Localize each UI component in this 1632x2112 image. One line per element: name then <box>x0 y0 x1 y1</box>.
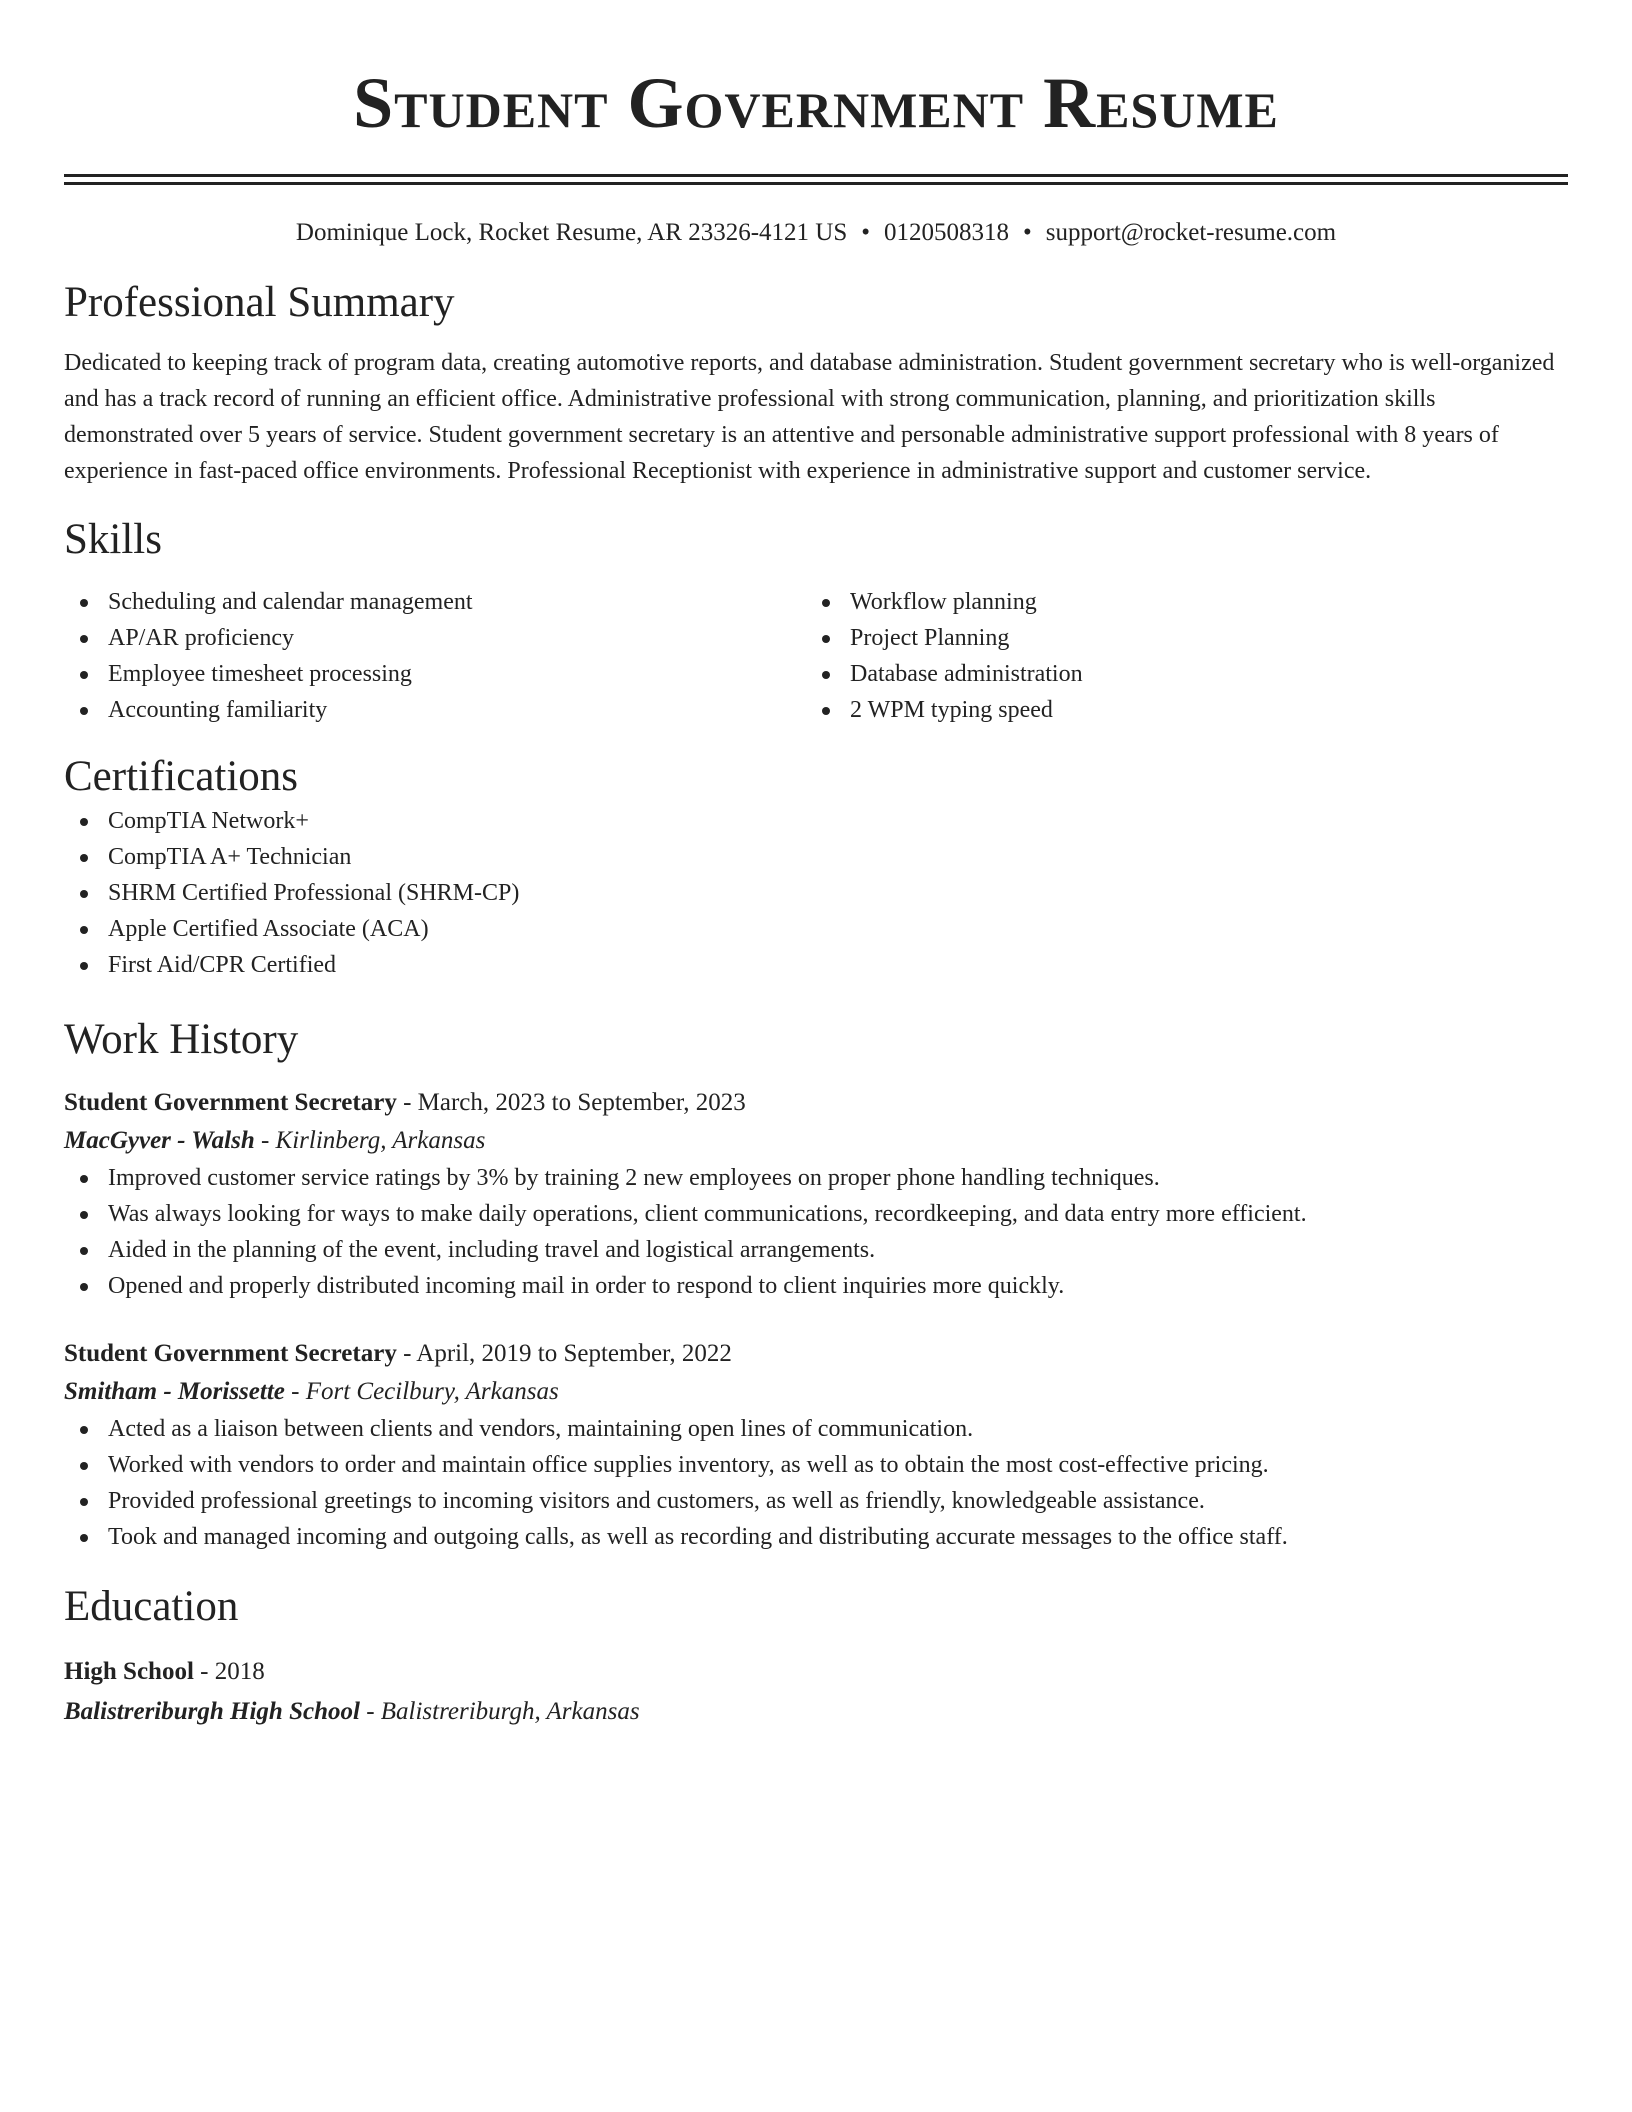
summary-heading: Professional Summary <box>64 279 455 326</box>
job-header <box>64 1335 1568 1373</box>
job-employer <box>64 1373 1568 1411</box>
contact-separator: • <box>1023 219 1032 246</box>
skills-heading: Skills <box>64 516 162 563</box>
education-degree-line <box>64 1653 1568 1691</box>
skills-column-left <box>64 584 806 728</box>
skill-item: Database administration <box>806 656 1548 692</box>
job-duty-item: Improved customer service ratings by 3% by training 2 new employees on proper phone handling techniques. <box>64 1160 1568 1196</box>
job-title: Student Government Secretary <box>64 1340 397 1367</box>
certifications-list <box>64 803 1568 983</box>
skill-item: 2 WPM typing speed <box>806 692 1548 728</box>
work-history-section <box>64 1014 1568 1555</box>
job-duties-list <box>64 1411 1568 1555</box>
skill-item: Employee timesheet processing <box>64 656 806 692</box>
certification-item: CompTIA Network+ <box>64 803 1568 839</box>
summary-text: Dedicated to keeping track of program data, creating automotive reports, and database administration. Student government secretary who is well-organized and has a track record of running an efficient office. Administrative professional with strong communication, planning, and prioritization skills demonstrated over 5 years of service. Student government secretary is an attentive and personable administrative support professional with 8 years of experience in fast-paced office environments. Professional Receptionist with experience in administrative support and customer service. <box>64 350 1555 484</box>
work-history-heading: Work History <box>64 1016 299 1063</box>
skill-item: Scheduling and calendar management <box>64 584 806 620</box>
education-school-line <box>64 1693 1568 1731</box>
job-entry <box>64 1084 1568 1304</box>
education-school: Balistreriburgh High School <box>64 1698 360 1725</box>
skill-item: Accounting familiarity <box>64 692 806 728</box>
resume-title: Student Government Resume <box>353 63 1279 143</box>
education-location: - Balistreriburgh, Arkansas <box>359 1698 640 1725</box>
education-year: - 2018 <box>193 1658 265 1685</box>
contact-phone: 0120508318 <box>884 219 1010 246</box>
job-duty-item: Was always looking for ways to make daily operations, client communications, recordkeeping, and data entry more efficient. <box>64 1196 1568 1232</box>
contact-address: Dominique Lock, Rocket Resume, AR 23326-4121 US <box>295 219 848 246</box>
certifications-heading: Certifications <box>64 753 299 800</box>
job-duty-item: Acted as a liaison between clients and vendors, maintaining open lines of communication. <box>64 1411 1568 1447</box>
certification-item: Apple Certified Associate (ACA) <box>64 911 1568 947</box>
job-company: MacGyver - Walsh <box>64 1127 255 1154</box>
job-employer <box>64 1122 1568 1160</box>
job-dates: - March, 2023 to September, 2023 <box>396 1089 746 1116</box>
job-duty-item: Worked with vendors to order and maintain office supplies inventory, as well as to obtain the most cost-effective pricing. <box>64 1447 1568 1483</box>
job-header <box>64 1084 1568 1122</box>
education-heading: Education <box>64 1583 239 1630</box>
skill-item: AP/AR proficiency <box>64 620 806 656</box>
contact-line <box>64 216 1568 250</box>
certification-item: First Aid/CPR Certified <box>64 947 1568 983</box>
job-company: Smitham - Morissette <box>64 1378 285 1405</box>
skills-grid <box>64 584 1568 728</box>
job-duty-item: Opened and properly distributed incoming mail in order to respond to client inquiries more quickly. <box>64 1268 1568 1304</box>
job-duty-item: Took and managed incoming and outgoing calls, as well as recording and distributing accurate messages to the office staff. <box>64 1519 1568 1555</box>
certification-item: SHRM Certified Professional (SHRM-CP) <box>64 875 1568 911</box>
skill-item: Workflow planning <box>806 584 1548 620</box>
job-duty-item: Aided in the planning of the event, including travel and logistical arrangements. <box>64 1232 1568 1268</box>
job-location: - Fort Cecilbury, Arkansas <box>284 1378 559 1405</box>
job-dates: - April, 2019 to September, 2022 <box>396 1340 732 1367</box>
skills-column-right <box>806 584 1548 728</box>
job-duties-list <box>64 1160 1568 1304</box>
contact-separator: • <box>861 219 871 246</box>
job-entry <box>64 1335 1568 1555</box>
skill-item: Project Planning <box>806 620 1548 656</box>
title-divider <box>64 174 1568 185</box>
job-duty-item: Provided professional greetings to incoming visitors and customers, as well as friendly, knowledgeable assistance. <box>64 1483 1568 1519</box>
education-section <box>64 1581 1568 1731</box>
certifications-section <box>64 751 1568 983</box>
education-degree: High School <box>64 1658 194 1685</box>
summary-section <box>64 277 1568 489</box>
skills-section <box>64 514 1568 728</box>
job-location: - Kirlinberg, Arkansas <box>254 1127 486 1154</box>
contact-email: support@rocket-resume.com <box>1045 219 1337 246</box>
certification-item: CompTIA A+ Technician <box>64 839 1568 875</box>
job-title: Student Government Secretary <box>64 1089 397 1116</box>
